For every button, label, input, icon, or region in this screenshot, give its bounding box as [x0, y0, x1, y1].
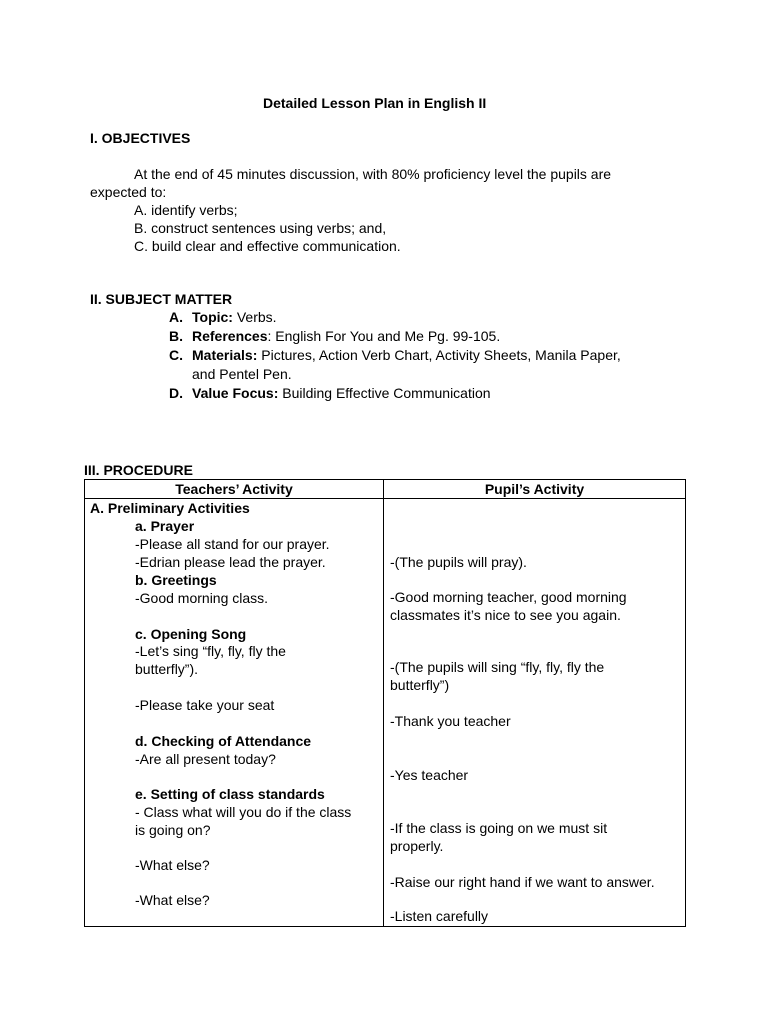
objective-item: B. construct sentences using verbs; and, — [134, 220, 387, 236]
pupil-line: butterfly”) — [390, 677, 450, 693]
class-standards-title: e. Setting of class standards — [135, 786, 325, 802]
pupil-line: -Yes teacher — [390, 767, 469, 783]
references-value: : English For You and Me Pg. 99-105. — [267, 328, 501, 344]
pupil-line: -Listen carefully — [390, 908, 489, 924]
preliminary-activities-heading: A. Preliminary Activities — [90, 500, 250, 516]
topic-line — [192, 308, 277, 326]
value-focus-value: Building Effective Communication — [278, 385, 491, 401]
pupil-activity-header: Pupil’s Activity — [384, 480, 686, 499]
value-focus-line — [192, 384, 491, 402]
procedure-header-row — [85, 480, 686, 499]
teacher-activity-cell — [85, 499, 384, 927]
pupil-line: -Raise our right hand if we want to answer. — [390, 874, 655, 890]
pupil-line: -Thank you teacher — [390, 713, 511, 729]
references-label: References — [192, 328, 268, 344]
teacher-line: - Class what will you do if the class — [135, 804, 352, 820]
prayer-title: a. Prayer — [135, 518, 195, 534]
greetings-title: b. Greetings — [135, 572, 217, 588]
opening-song-title: c. Opening Song — [135, 626, 247, 642]
teacher-line: -Please all stand for our prayer. — [135, 536, 330, 552]
teacher-line: -What else? — [135, 857, 210, 873]
materials-line — [192, 346, 621, 364]
teacher-line: -Edrian please lead the prayer. — [135, 554, 326, 570]
procedure-body-row — [85, 499, 686, 927]
teacher-line: butterfly”). — [135, 661, 199, 677]
objectives-heading: I. OBJECTIVES — [90, 130, 191, 146]
objective-item: C. build clear and effective communication. — [134, 238, 401, 254]
teacher-line: -What else? — [135, 892, 210, 908]
pupil-line: -(The pupils will pray). — [390, 554, 527, 570]
objective-item: A. identify verbs; — [134, 202, 238, 218]
subject-matter-heading: II. SUBJECT MATTER — [90, 291, 233, 307]
teacher-line: -Let’s sing “fly, fly, fly the — [135, 643, 286, 659]
teacher-line: -Good morning class. — [135, 590, 269, 606]
teacher-line: -Please take your seat — [135, 697, 275, 713]
references-letter: B. — [169, 328, 183, 344]
teacher-activity-header: Teachers’ Activity — [85, 480, 384, 499]
topic-label: Topic: — [192, 309, 233, 325]
teacher-line: -Are all present today? — [135, 751, 276, 767]
objectives-intro-line1: At the end of 45 minutes discussion, with 80% proficiency level the pupils are — [134, 166, 612, 182]
pupil-line: classmates it’s nice to see you again. — [390, 607, 621, 623]
pupil-line: -If the class is going on we must sit — [390, 820, 608, 836]
value-focus-label: Value Focus: — [192, 385, 279, 401]
teacher-line: is going on? — [135, 822, 211, 838]
objectives-intro-line2: expected to: — [90, 184, 167, 200]
attendance-title: d. Checking of Attendance — [135, 733, 312, 749]
pupil-activity-cell — [384, 499, 686, 927]
procedure-table — [84, 479, 686, 927]
pupil-line: properly. — [390, 838, 444, 854]
pupil-line: -(The pupils will sing “fly, fly, fly the — [390, 659, 605, 675]
materials-value: Pictures, Action Verb Chart, Activity Sheets, Manila Paper, — [257, 347, 621, 363]
materials-label: Materials: — [192, 347, 258, 363]
materials-value-line2: and Pentel Pen. — [192, 366, 292, 382]
topic-value: Verbs. — [232, 309, 277, 325]
procedure-heading: III. PROCEDURE — [84, 462, 193, 478]
value-focus-letter: D. — [169, 385, 183, 401]
pupil-line: -Good morning teacher, good morning — [390, 589, 627, 605]
references-line — [192, 327, 500, 345]
materials-letter: C. — [169, 347, 183, 363]
document-title: Detailed Lesson Plan in English II — [263, 95, 487, 111]
topic-letter: A. — [169, 309, 183, 325]
